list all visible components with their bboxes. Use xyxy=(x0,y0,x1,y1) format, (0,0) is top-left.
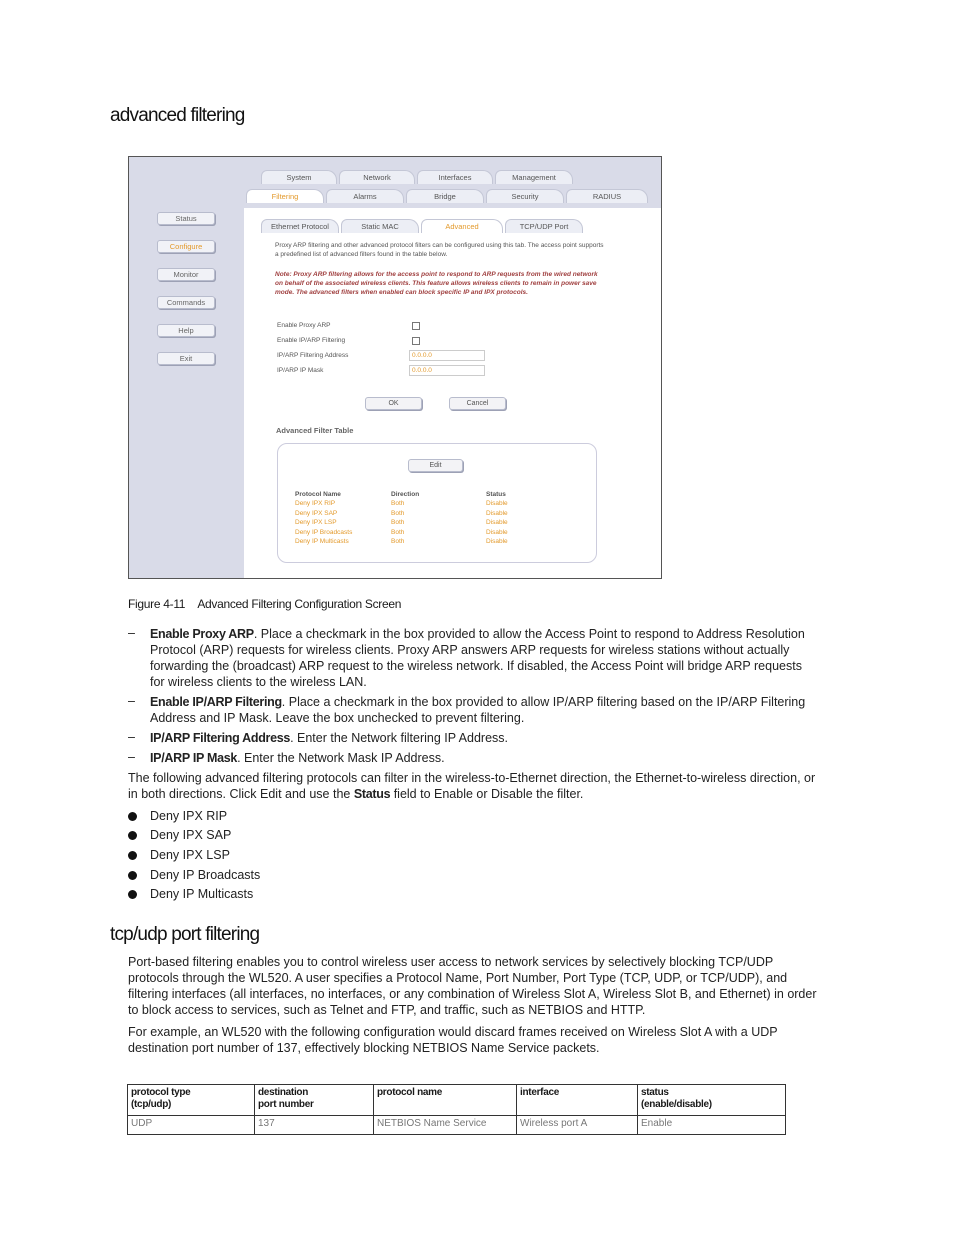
tab-system[interactable]: System xyxy=(261,170,337,184)
bullet-dot xyxy=(128,812,137,821)
para-filters-before: The following advanced filtering protocols can filter in the wireless-to-Ethernet direction, the Ethernet-to-wireless direction, or in both directions. Click Edit and use the xyxy=(128,771,816,801)
ip-arp-mask-input[interactable]: 0.0.0.0 xyxy=(409,365,485,376)
cell-status: Enable xyxy=(638,1116,786,1135)
tab-network[interactable]: Network xyxy=(339,170,415,184)
bullet-deny-ipx-sap: Deny IPX SAP xyxy=(150,828,232,842)
bullet-deny-ipx-lsp: Deny IPX LSP xyxy=(150,848,230,862)
header-line: port number xyxy=(258,1099,314,1110)
tab-radius[interactable]: RADIUS xyxy=(566,189,648,203)
dash-item-ip-arp-address xyxy=(150,730,815,746)
cancel-button[interactable]: Cancel xyxy=(449,397,506,410)
tab-ethernet-protocol[interactable]: Ethernet Protocol xyxy=(261,219,339,233)
nav-commands-button[interactable]: Commands xyxy=(157,296,215,309)
header-line: destination xyxy=(258,1087,309,1098)
cell-interface: Wireless port A xyxy=(517,1116,638,1135)
header-line: (tcp/udp) xyxy=(131,1099,172,1110)
bullet-deny-ipx-rip: Deny IPX RIP xyxy=(150,809,228,823)
bullet-dot xyxy=(128,851,137,860)
proxy-arp-note: Note: Proxy ARP filtering allows for the access point to respond to ARP requests from the wired network on behalf of the associated wireless clients. This feature allows wireless clients to remain in power save mode. The advanced filters when enabled can block specific IP and IPX protocols. xyxy=(275,271,598,296)
col-protocol-type xyxy=(128,1085,255,1116)
tab-security[interactable]: Security xyxy=(486,189,564,203)
tab-bridge[interactable]: Bridge xyxy=(406,189,484,203)
desc-enable-proxy-arp: . Place a checkmark in the box provided to allow the Access Point to respond to Address Resolution Protocol (ARP) requests for wireless clients. Proxy ARP answers ARP requests for wireless stations without actually forwarding the (broadcast) ARP request to the wireless network. If disabled, the Access Point will bridge ARP requests for wireless clients to the wireless LAN. xyxy=(150,627,805,689)
figure-title: Advanced Filtering Configuration Screen xyxy=(197,597,402,611)
status-term: Status xyxy=(353,787,391,801)
dash-item-enable-ip-arp xyxy=(150,694,815,726)
desc-ip-arp-address: . Enter the Network filtering IP Address. xyxy=(290,731,508,745)
tab-static-mac[interactable]: Static MAC xyxy=(341,219,419,233)
para-filters-after: field to Enable or Disable the filter. xyxy=(390,787,584,801)
desc-ip-arp-mask: . Enter the Network Mask IP Address. xyxy=(237,751,445,765)
cell-protocol-name: NETBIOS Name Service xyxy=(374,1116,517,1135)
paragraph-example: For example, an WL520 with the following configuration would discard frames received on Wireless Slot A with a UDP destination port number of 137, effectively blocking NETBIOS Name Service packets. xyxy=(128,1025,778,1055)
desc-enable-ip-arp: . Place a checkmark in the box provided to allow IP/ARP filtering based on the IP/ARP Filtering Address and IP Mask. Leave the box unchecked to prevent filtering. xyxy=(150,695,806,725)
bullet-deny-ip-multicasts: Deny IP Multicasts xyxy=(150,887,254,901)
second-tab-row xyxy=(246,189,650,203)
filter-row-status[interactable]: Disable xyxy=(486,519,508,527)
term-enable-ip-arp: Enable IP/ARP Filtering xyxy=(150,695,282,709)
bullet-dot xyxy=(128,831,137,840)
filter-row-protocol: Deny IP Multicasts xyxy=(295,538,349,546)
filter-row-status[interactable]: Disable xyxy=(486,500,508,508)
edit-button[interactable]: Edit xyxy=(408,459,463,472)
port-filter-table xyxy=(127,1084,786,1135)
nav-exit-button[interactable]: Exit xyxy=(157,352,215,365)
filter-row-status[interactable]: Disable xyxy=(486,538,508,546)
term-ip-arp-mask: IP/ARP IP Mask xyxy=(150,751,238,765)
enable-ip-arp-checkbox[interactable] xyxy=(412,337,420,345)
filter-row-direction: Both xyxy=(391,500,405,508)
dash-item-ip-arp-mask xyxy=(150,750,815,766)
ok-button[interactable]: OK xyxy=(365,397,422,410)
col-status xyxy=(638,1085,786,1116)
filter-row-protocol: Deny IPX SAP xyxy=(295,509,338,517)
col-destination-port xyxy=(255,1085,374,1116)
filter-row-direction: Both xyxy=(391,528,405,536)
header-line: (enable/disable) xyxy=(641,1099,712,1110)
direction-column xyxy=(391,490,419,546)
nav-configure-button[interactable]: Configure xyxy=(157,240,215,253)
term-enable-proxy-arp: Enable Proxy ARP xyxy=(150,627,254,641)
filter-row-protocol: Deny IPX RIP xyxy=(295,500,336,508)
figure-caption xyxy=(128,597,401,611)
protocol-name-column xyxy=(295,490,352,546)
status-column xyxy=(486,490,508,546)
direction-header: Direction xyxy=(391,491,420,498)
ip-arp-mask-label: IP/ARP IP Mask xyxy=(277,367,324,374)
filter-row-status[interactable]: Disable xyxy=(486,509,508,517)
nav-status-button[interactable]: Status xyxy=(157,212,215,225)
figure-number: Figure 4-11 xyxy=(128,597,186,611)
filter-row-direction: Both xyxy=(391,519,405,527)
dash-marker: – xyxy=(128,694,135,708)
header-line: protocol name xyxy=(377,1087,442,1098)
ip-arp-address-label: IP/ARP Filtering Address xyxy=(277,352,349,359)
filter-row-direction: Both xyxy=(391,509,405,517)
tab-alarms[interactable]: Alarms xyxy=(326,189,404,203)
advanced-intro-text: Proxy ARP filtering and other advanced protocol filters can be configured using this tab. The access point supports a predefined list of advanced filters found in the table below. xyxy=(275,242,604,258)
tab-interfaces[interactable]: Interfaces xyxy=(417,170,493,184)
top-tab-row xyxy=(261,170,575,184)
enable-proxy-arp-label: Enable Proxy ARP xyxy=(277,322,331,329)
header-line: interface xyxy=(520,1087,559,1098)
table-row xyxy=(128,1116,786,1135)
bullet-dot xyxy=(128,890,137,899)
protocol-name-header: Protocol Name xyxy=(295,491,341,498)
enable-ip-arp-label: Enable IP/ARP Filtering xyxy=(277,337,346,344)
tab-advanced[interactable]: Advanced xyxy=(421,219,503,233)
section-heading-advanced-filtering: advanced filtering xyxy=(110,105,245,126)
col-protocol-name xyxy=(374,1085,517,1116)
tab-tcp-udp-port[interactable]: TCP/UDP Port xyxy=(505,219,583,233)
third-tab-row xyxy=(261,219,585,233)
filter-row-direction: Both xyxy=(391,538,405,546)
dash-marker: – xyxy=(128,730,135,744)
cell-protocol-type: UDP xyxy=(128,1116,255,1135)
tab-management[interactable]: Management xyxy=(495,170,573,184)
bullet-deny-ip-broadcasts: Deny IP Broadcasts xyxy=(150,868,261,882)
nav-help-button[interactable]: Help xyxy=(157,324,215,337)
tab-filtering[interactable]: Filtering xyxy=(246,189,324,203)
advanced-filter-table-box xyxy=(277,443,597,563)
bullet-dot xyxy=(128,871,137,880)
dash-item-enable-proxy-arp xyxy=(150,626,815,690)
ip-arp-address-input[interactable]: 0.0.0.0 xyxy=(409,350,485,361)
dash-marker: – xyxy=(128,626,135,640)
header-line: protocol type xyxy=(131,1087,191,1098)
paragraph-port-based-filtering: Port-based filtering enables you to control wireless user access to network services by selectively blocking TCP/UDP protocols through the WL520. A user specifies a Protocol Name, Port Number, Port Type (TCP, UDP, or TCP/UDP), and filtering interfaces (all interfaces, no interfaces, or any combination of Wireless Slot A, Wireless Slot B, and Ethernet) in order to block access to services, such as Telnet and FTP, and traffic, such as NETBIOS and HTTP. xyxy=(128,955,817,1017)
filter-row-protocol: Deny IP Broadcasts xyxy=(295,528,353,536)
term-ip-arp-address: IP/ARP Filtering Address xyxy=(150,731,291,745)
status-header: Status xyxy=(486,491,506,498)
table-header-row xyxy=(128,1085,786,1116)
filter-row-protocol: Deny IPX LSP xyxy=(295,519,337,527)
cell-destination-port: 137 xyxy=(255,1116,374,1135)
col-interface xyxy=(517,1085,638,1116)
filter-row-status[interactable]: Disable xyxy=(486,528,508,536)
header-line: status xyxy=(641,1087,669,1098)
paragraph-filter-directions xyxy=(128,770,818,802)
advanced-filtering-screenshot xyxy=(128,156,662,579)
enable-proxy-arp-checkbox[interactable] xyxy=(412,322,420,330)
advanced-filter-table-title: Advanced Filter Table xyxy=(276,426,354,435)
nav-monitor-button[interactable]: Monitor xyxy=(157,268,215,281)
section-heading-tcp-udp-port-filtering: tcp/udp port filtering xyxy=(110,924,260,945)
dash-marker: – xyxy=(128,750,135,764)
